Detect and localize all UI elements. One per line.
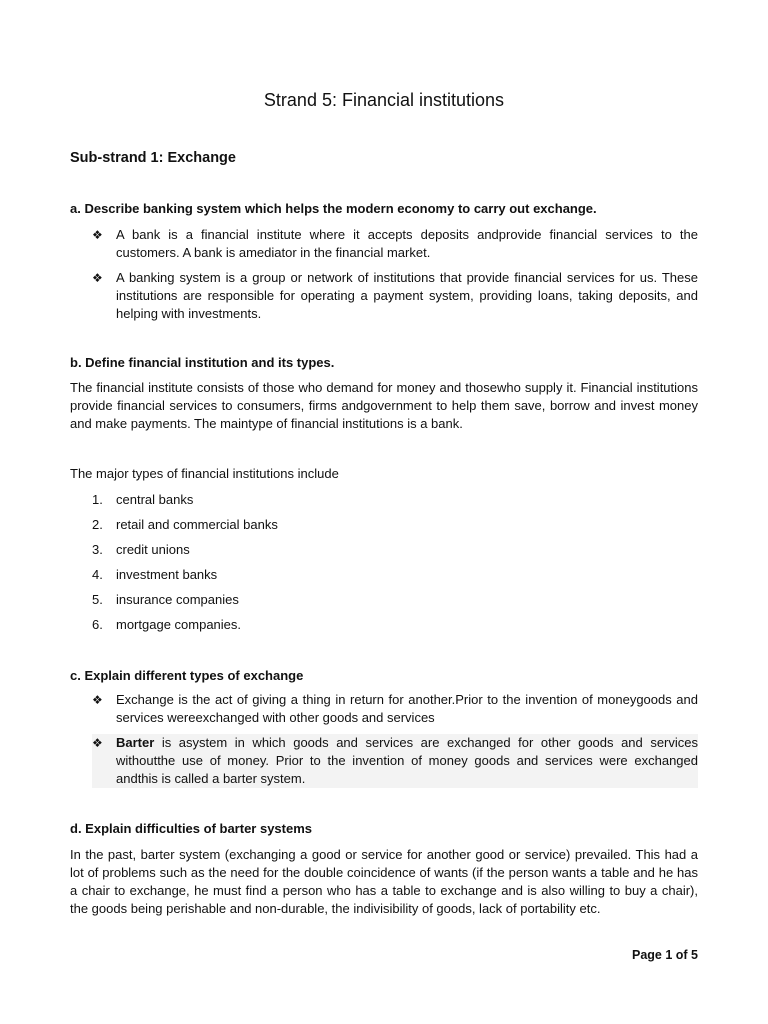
section-d-paragraph: In the past, barter system (exchanging a good or service for another good or service) prevailed. This had a lot of problems such as the need for the double coincidence of wants (if the person wants a table and he has a chair to exchange, he must find a person who has a table to exchange and is also willing to buy a chair), the goods being perishable and non-durable, the indivisibility of goods, lack of portability etc. [70,847,698,916]
section-b-heading: b. Define financial institution and its types. [70,355,335,370]
diamond-bullet-icon: ❖ [92,736,103,750]
section-a-bullet-1 [92,226,698,262]
section-c-heading: c. Explain different types of exchange [70,668,304,683]
bullet-text: A bank is a financial institute where it accepts deposits andprovide financial services to the customers. A bank is amediator in the financial market. [116,227,698,260]
section-a-bullet-2 [92,269,698,323]
list-item: 4. investment banks [92,567,218,582]
section-a-heading: a. Describe banking system which helps the modern economy to carry out exchange. [70,201,597,216]
list-item: 2. retail and commercial banks [92,517,278,532]
barter-definition: is asystem in which goods and services are exchanged for other goods and services withoutthe use of money. Prior to the invention of money goods and services were exchanged andthis is called a barter system. [116,735,698,786]
bullet-text [116,734,698,788]
types-list [92,491,492,641]
diamond-bullet-icon: ❖ [92,228,103,242]
section-b-paragraph: The financial institute consists of those who demand for money and thosewho supply it. Financial institutions provide financial services to consumers, firms andgovernment to help them save, borrow and invest money and make payments. The maintype of financial institutions is a bank. [70,380,698,431]
diamond-bullet-icon: ❖ [92,693,103,707]
page-number: Page 1 of 5 [632,948,698,962]
bullet-text: Exchange is the act of giving a thing in return for another.Prior to the invention of moneygoods and services wereexchanged with other goods and services [116,692,698,725]
list-item: 3. credit unions [92,542,190,557]
section-d-heading: d. Explain difficulties of barter systems [70,821,313,836]
diamond-bullet-icon: ❖ [92,271,103,285]
bullet-text: A banking system is a group or network of institutions that provide financial services for us. These institutions are responsible for operating a payment system, providing loans, taking deposits, and helping with investments. [116,270,698,321]
barter-term: Barter [116,735,155,750]
sub-strand-heading: Sub-strand 1: Exchange [70,150,236,166]
section-c-bullet-1 [92,691,698,727]
list-item: 5. insurance companies [92,592,239,607]
list-item: 1. central banks [92,492,194,507]
list-item: 6. mortgage companies. [92,617,242,632]
page-title: Strand 5: Financial institutions [263,90,505,110]
types-intro: The major types of financial institutions include [70,466,339,481]
section-c-bullet-2 [92,734,698,788]
